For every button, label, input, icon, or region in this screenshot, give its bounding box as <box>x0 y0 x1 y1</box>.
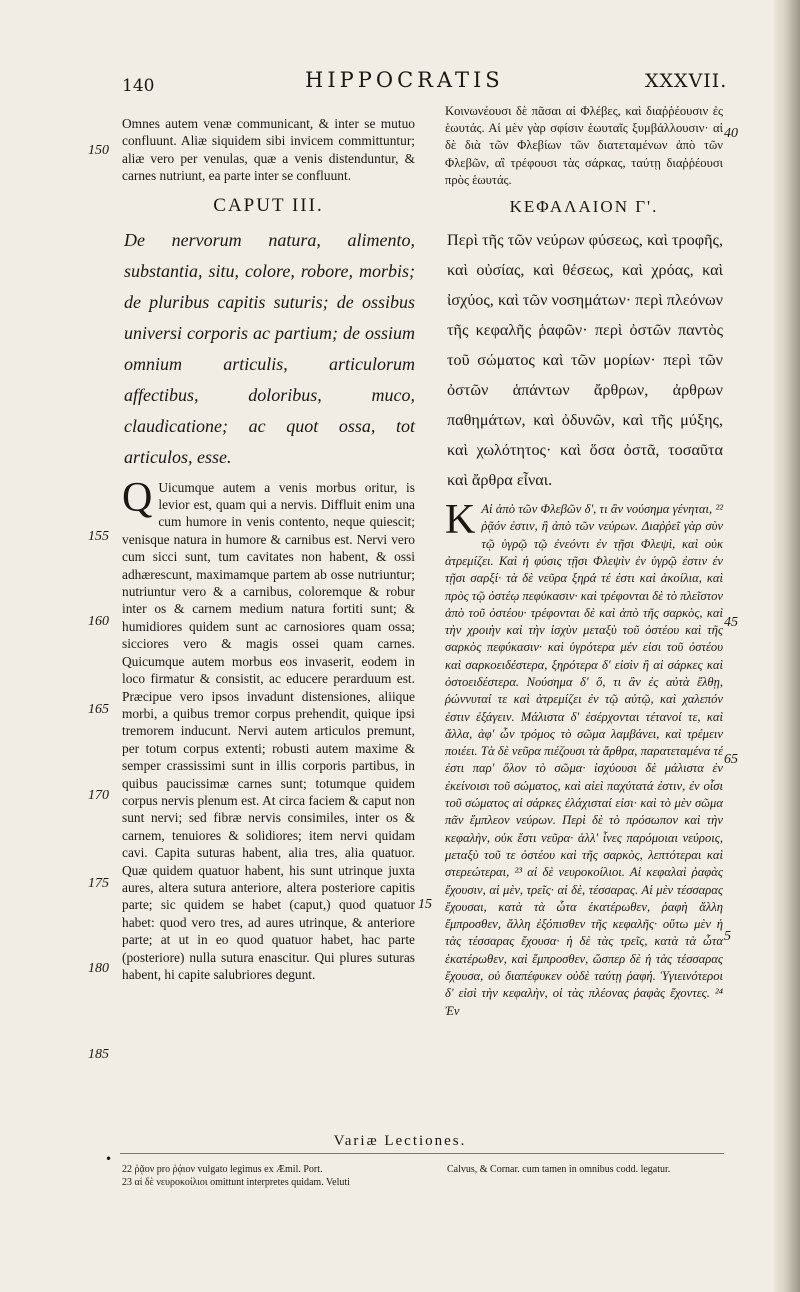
line-number: 5 <box>724 929 731 944</box>
running-title: HIPPOCRATIS <box>305 68 504 92</box>
greek-body <box>445 497 723 1020</box>
kephalaion-heading: ΚΕΦΑΛΑΙΟΝ Γ'. <box>509 197 659 217</box>
footnote-22: 22 ῥᾷον pro ῥᾴιον vulgato legimus ex Æmil. Port. <box>122 1164 323 1175</box>
greek-opening-paragraph: Κοινωνέουσι δὲ πᾶσαι αἱ Φλέβες, καὶ διαῤῥέουσιν ἐς ἑωυτάς. Αἱ μὲν γὰρ σφίσιν ἑωυταῖς ξυμβάλλουσιν· αἱ δὲ διὰ τῶν Φλεβίων τῶν διατεταμένων ἀπὸ τῶν Φλεβῶν, αἳ τρέφουσι τὰς σάρκας, ταύτῃ διαῤῥέουσι πρὸς ἑωυτάς. <box>445 104 723 187</box>
line-number: 165 <box>88 702 109 717</box>
running-header <box>0 68 800 102</box>
line-number: 185 <box>88 1047 109 1062</box>
greek-body-text: Αἱ ἀπὸ τῶν Φλεβῶν δ', τι ἂν νούσημα γένηται, ²² ῥᾷόν ἐστιν, ἢ ἀπὸ τῶν νεύρων. Διαῤῥεῖ γὰρ σὺν τῷ ὑγρῷ τῷ ἐνεόντι ἐν τῇσι Φλεψὶ, καὶ οὐκ ἀτρεμίζει. Καὶ ἡ φύσις τῇσι Φλεψὶν ἐν ὑγρῷ ἐστιν ἐν τῇσι σαρξί· τὰ δὲ νεῦρα ξηρά τέ ἐστι καὶ ἀκοίλια, καὶ πρὸς τῷ ὀστέῳ πεφύκασιν· καὶ τρέφονται δὲ τὸ πλεῖστον ἀπὸ τοῦ ὀστέου· τρέφονται δὲ καὶ ἀπὸ τῆς σαρκὸς, καὶ τὴν χροιὴν καὶ τὴν ἰσχὺν μεταξὺ τοῦ ὀστέου καὶ τῆς σαρκὸς πεφύκασιν· καὶ ὑγρότερα μέν εἰσι τοῦ ὀστέου καὶ σαρκοειδέστερα, ξηρότερα δ' εἰσὶν ἢ αἱ σάρκες καὶ ὀστοειδέστερα. Νούσημα δ' ὅ, τι ἂν ἐς αὐτὰ ἔλθῃ, ῥώννυταί τε καὶ ἀτρεμίζει ἐν τῷ αὐτῷ, καὶ χαλεπόν ἐστιν ἐξάγειν. Μάλιστα δ' ἐσέρχονται τέτανοί τε, καὶ ἄλλα, ἀφ' ὧν τρόμος τὸ σῶμα λαμβάνει, καὶ τρέμειν ποιέει. Τὰ δὲ νεῦρα πιέζουσι τὰ ἄρθρα, παρατεταμένα τέ ἐστι παρ' ὅλον τὸ σῶμα· ἰσχύουσι δὲ μάλιστα ἐν ἐκείνοισι τοῦ σώματος, καὶ αἰεὶ παχύτατά ἐστιν, ἐν οἷσι τοῦ σώματος αἱ σάρκες ἐλάχισταί εἰσι· καὶ τὸ μὲν σῶμα πᾶν ἔμπλεον νεύρων. Περὶ δὲ τὸ πρόσωπον καὶ τὴν κεφαλὴν, οὐκ ἔστι νεῦρα· ἀλλ' ἶνες παρόμοιαι νεύροις, μεταξὺ τοῦ τε ὀστέου καὶ τῆς σαρκὸς, λεπτότεραι καὶ στερεώτεραι, ²³ αἱ δὲ νευροκοίλιοι. Αἱ κεφαλαὶ ῥαφὰς ἔχουσιν, αἱ μὲν, τρεῖς· αἱ δὲ, τέσσαρας. Αἱ μὲν τέσσαρας ἔχουσαι, κατὰ τὰ ὦτα ἑκατέρωθεν, ῥαφὴ ἄλλη ἔμπροσθεν, ἄλλη ἐξόπισθεν τῆς κεφαλῆς· οὕτω μὲν ἡ τὰς τέσσαρας ἔχουσα· ἡ δὲ τὰς τρεῖς, κατὰ τὰ ὦτα ἑκατέρωθεν, καὶ ἔμπροσθεν, ὥσπερ δὲ ἡ τὰς τέσσαρας ἔχουσα, οὐ διαπέφυκεν οὐδὲ ταύτῃ ῥαφή. Ὑγιεινότεροι δ' εἰσὶ τὴν κεφαλὴν, οἱ τὰς πλέονας ῥαφὰς ἔχοντες. ²⁴ Ἐν <box>445 502 723 1018</box>
page-edge-shadow <box>774 0 800 1292</box>
section-number: XXXVII. <box>645 70 728 92</box>
footnote-rule <box>120 1153 724 1154</box>
latin-opening-paragraph: Omnes autem venæ communicant, & inter se mutuo confluunt. Aliæ siquidem sibi invicem committuntur; aliæ vero per venulas, quæ a venis distenduntur, & carnes nutriunt, ea parte inter se confluunt. <box>122 116 415 184</box>
line-number: 15 <box>418 897 432 912</box>
latin-body <box>122 474 415 984</box>
footnotes-right <box>447 1163 723 1176</box>
footnote-continuation: Calvus, & Cornar. cum tamen in omnibus codd. legatur. <box>447 1164 671 1175</box>
latin-dropcap: Q <box>122 474 153 521</box>
footnote-23: 23 αἱ δὲ νευροκοίλιοι omittunt interpretes quidam. Veluti <box>122 1177 350 1188</box>
greek-column <box>445 103 723 1020</box>
line-number: 170 <box>88 788 109 803</box>
line-number: 155 <box>88 529 109 544</box>
line-number: 65 <box>724 752 738 767</box>
line-number: 45 <box>724 615 738 630</box>
caput-heading: CAPUT III. <box>213 194 324 216</box>
line-number: 175 <box>88 876 109 891</box>
bullet-mark: • <box>105 1152 113 1166</box>
latin-chapter-summary: De nervorum natura, alimento, substantia, situ, colore, robore, morbis; de pluribus capitis suturis; de ossibus universi corporis ac partium; de ossium omnium articulis, articulorum affectibus, doloribus, muco, claudicatione; ac quot ossa, tot articulos, esse. <box>124 229 415 467</box>
line-number: 150 <box>88 143 109 158</box>
page-number: 140 <box>122 76 155 96</box>
line-number: 160 <box>88 614 109 629</box>
latin-body-text: Uicumque autem a venis morbus oritur, is levior est, quam qui a nervis. Diffluit enim una cum humore in venis contento, neque quiescit; venisque natura in humore & carnibus est. Nervi vero cum sicci sunt, tum cavitates non habent, & ossi adhærescunt, maximamque partem ab osse nutriuntur; nutriuntur vero & a carnibus, coloremque & robur inter os & carnem medium natura fortiti sunt; & humidiores quidem sunt ac carnosiores quam ossa; sicciores vero & magis ossei quam carnes. Quicumque autem morbus eos invaserit, eodem in loco firmatur & consistit, ac educere perarduum est. Præcipue vero ipsos invadunt distensiones, aliique morbi, a quibus tremor corpus prehendit, quique ipsi tremorem inducunt. Nervi autem articulos premunt, per totum corpus extenti; robusti autem maxime & semper crassissimi sunt in illis corporis partibus, in quibus paucissimæ carnes sunt; totumque quidem corpus nervis plenum est. At circa faciem & caput non sunt nervi; sed fibræ nervis consimiles, inter os & carnem, tenuiores & solidiores; item nervi quidam cavi. Capita suturas habent, alia tres, alia quatuor. Quæ quidem quatuor habent, his sunt utrinque juxta aures, altera sutura anteriore, altera posteriore capitis parte; sic quidem se habet (caput,) quod quatuor habet: quod vero tres, ad aures utrinque, & anteriore parte; at ut in eo quod quatuor habet, hac parte (posteriore) nulla sutura enascitur. Qui plures suturas habent, hi capite salubriores degunt. <box>122 479 415 982</box>
line-number: 180 <box>88 961 109 976</box>
latin-column <box>122 115 415 983</box>
greek-chapter-summary: Περὶ τῆς τῶν νεύρων φύσεως, καὶ τροφῆς, καὶ οὐσίας, καὶ θέσεως, καὶ χρόας, καὶ ἰσχύος, καὶ τῶν νοσημάτων· περὶ πλεόνων τῆς κεφαλῆς ῥαφῶν· περὶ ὀστῶν παντὸς τοῦ σώματος καὶ τῶν μορίων· περὶ τῶν ὀστῶν ἁπάντων ἄρθρων, ἀρθρων παθημάτων, καὶ ὀδυνῶν, καὶ τῆς μύξης, καὶ χωλότητος· καὶ ὅσα ὀστᾶ, τοσαῦτα καὶ ἄρθρα εἶναι. <box>447 231 723 490</box>
variae-lectiones-heading: Variæ Lectiones. <box>333 1133 467 1149</box>
footnotes-left <box>122 1163 422 1189</box>
greek-dropcap: K <box>445 497 476 544</box>
line-number: 40 <box>724 126 738 141</box>
